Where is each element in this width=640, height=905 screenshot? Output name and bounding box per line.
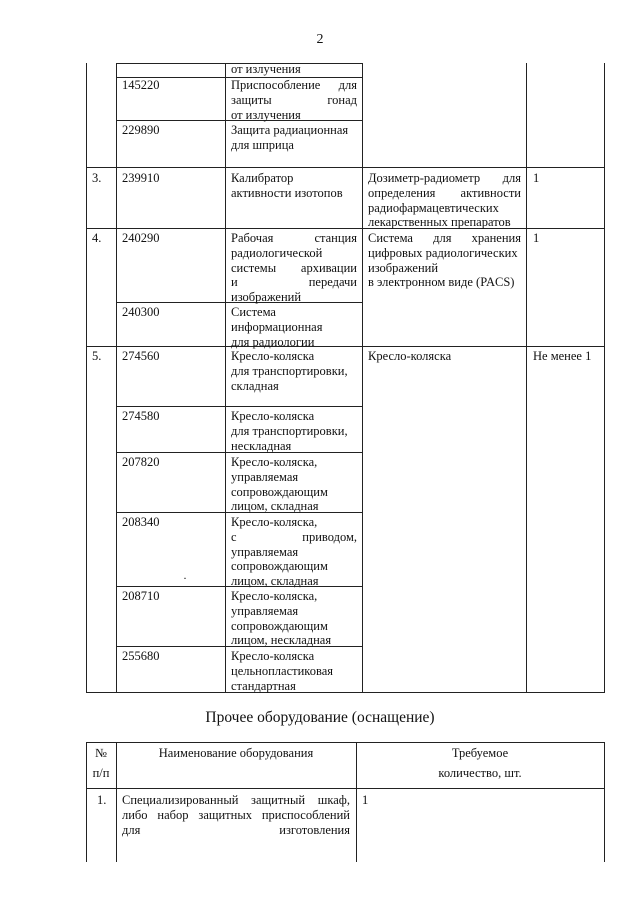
cell-name: Защита радиационная для шприца [231,123,349,152]
cell-code: 255680 [122,649,160,663]
cell-name: Рабочая станция радиологической системы архивации и передачи изображений [231,231,357,305]
page-number: 2 [316,32,324,47]
cell-name: Специализированный защитный шкаф, либо набор защитных приспособлений для изготовления [122,793,350,837]
cell-name: Кресло-коляска, управляемая сопровождающим лицом, складная [231,455,328,514]
cell-name: Приспособление для защиты гонад от излучения [231,78,357,122]
cell-type: Дозиметр-радиометр для определения активности радиофармацевтических лекарственных препаратов [368,171,521,230]
cell-qty: 1 [362,793,369,807]
cell-code: 229890 [122,123,160,137]
cell-code: 240300 [122,305,160,319]
table-border [86,228,604,229]
table-border [116,63,117,693]
cell-num: 5. [92,349,102,363]
cell-code: 145220 [122,78,160,92]
table-border [86,788,604,789]
cell-qty: Не менее 1 [533,349,592,363]
cell-type: Кресло-коляска [368,349,452,363]
cell-name: Кресло-коляска, управляемая сопровождающим лицом, нескладная [231,589,332,648]
cell-code: 274560 [122,349,160,363]
cell-name: Кресло-коляска для транспортировки, складная [231,349,348,393]
cell-code: 239910 [122,171,160,185]
cell-code: 208340 [122,515,160,529]
cell-code: 240290 [122,231,160,245]
cell-code: 208710 [122,589,160,603]
cell-num: 4. [92,231,102,245]
header-qty: Требуемое количество, шт. [438,746,522,780]
cell-name-fragment: от излучения [231,62,301,76]
cell-type: Система для хранения цифровых радиологических изображений в электронном виде (PACS) [368,231,521,290]
header-name: Наименование оборудования [158,746,314,760]
table-border [604,742,605,862]
table-border [526,63,527,693]
table-border [86,63,87,693]
cell-qty: 1 [533,231,540,245]
scan-speck: · [183,571,187,585]
table-border [604,63,605,693]
cell-name: Кресло-коляска, с приводом, управляемая сопровождающим лицом, складная [231,515,357,589]
cell-code: 207820 [122,455,160,469]
cell-code: 274580 [122,409,160,423]
cell-name: Кресло-коляска цельнопластиковая стандартная [231,649,334,693]
cell-qty: 1 [533,171,540,185]
cell-num: 1. [97,793,107,807]
cell-num: 3. [92,171,102,185]
table-border [116,406,362,407]
header-num: № п/п [92,746,110,780]
cell-name: Система информационная для радиологии [231,305,323,349]
section-title: Прочее оборудование (оснащение) [205,709,435,726]
cell-name: Калибратор активности изотопов [231,171,343,200]
table-border [86,742,604,743]
table-border [362,63,363,693]
table-border [86,167,604,168]
table-border [225,63,226,693]
cell-name: Кресло-коляска для транспортировки, нескладная [231,409,348,453]
